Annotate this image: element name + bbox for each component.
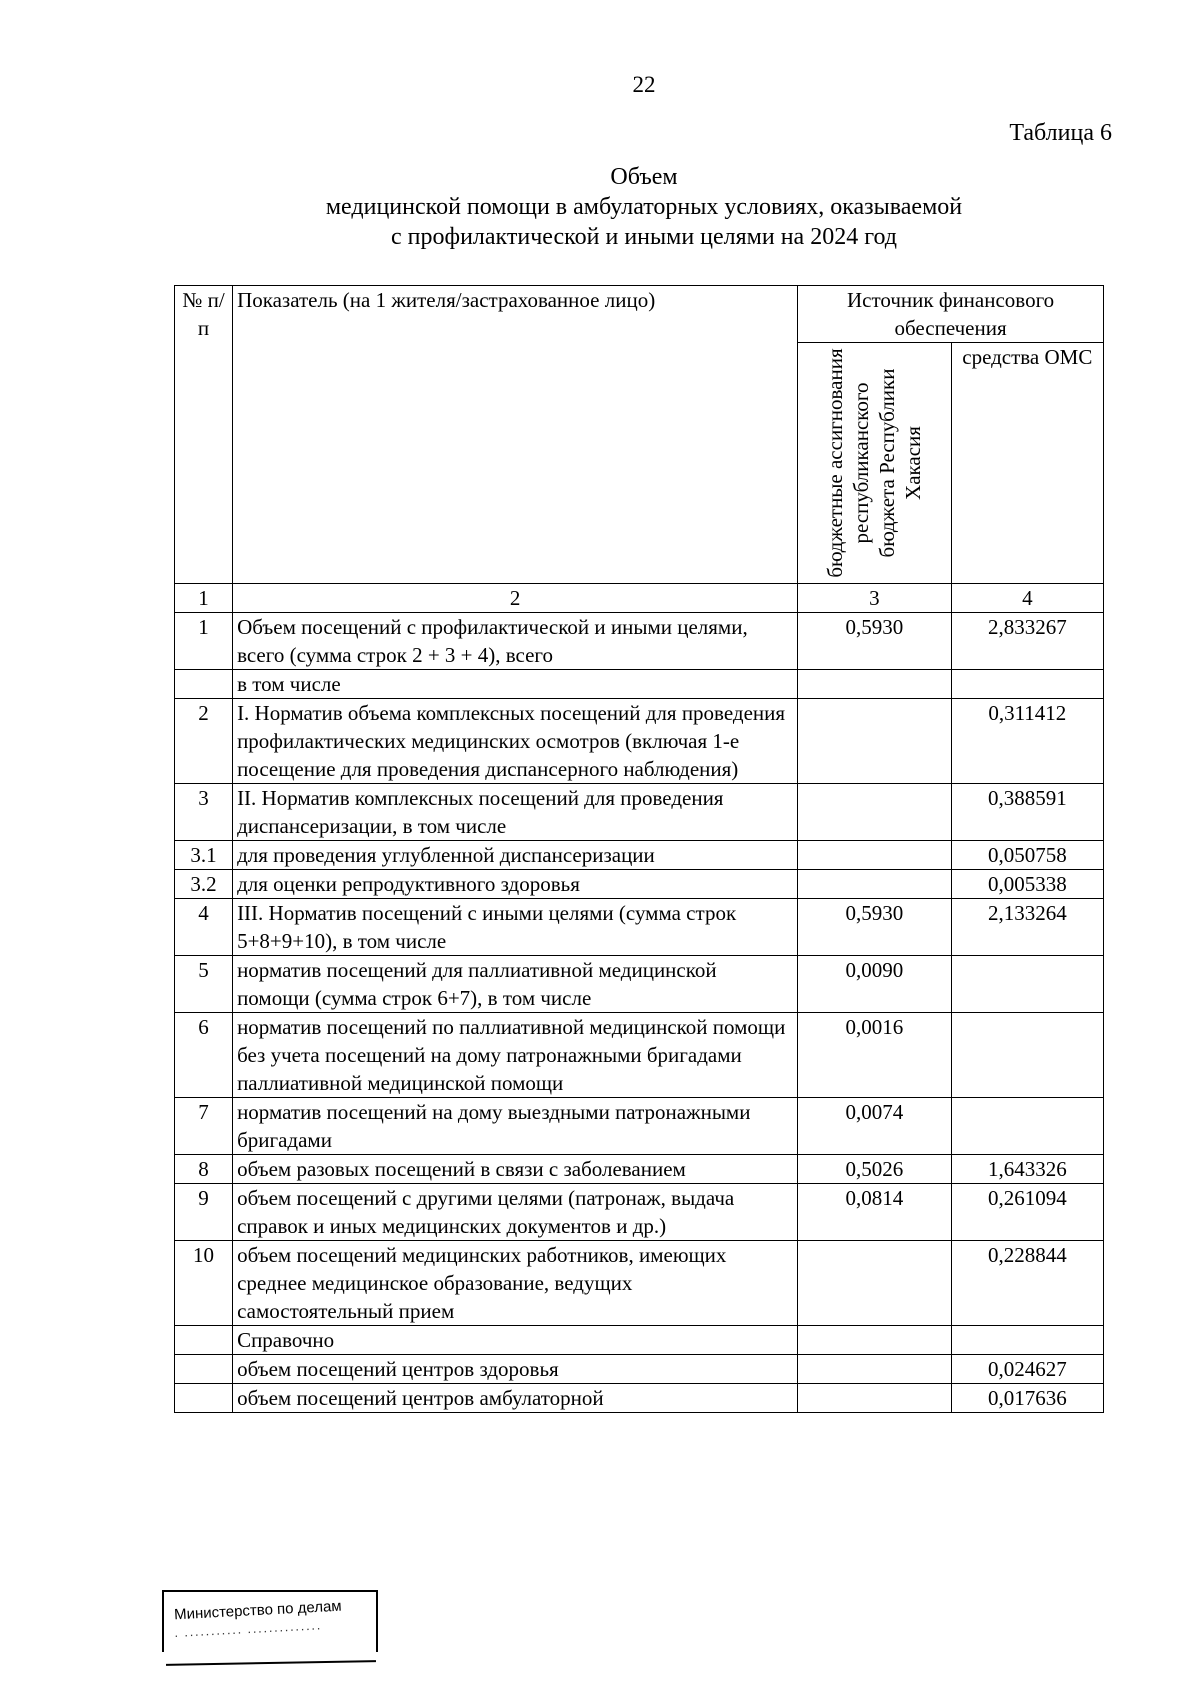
row-indicator: объем посещений центров здоровья	[233, 1355, 798, 1384]
row-oms-value: 0,228844	[951, 1241, 1103, 1326]
header-col-source: Источник финансового обеспечения	[798, 286, 1104, 343]
table-row	[175, 784, 1104, 841]
header-col-indicator: Показатель (на 1 жителя/застрахованное лицо)	[233, 286, 798, 584]
table-row	[175, 841, 1104, 870]
row-budget-value	[798, 1241, 951, 1326]
row-indicator: I. Норматив объема комплексных посещений для проведения профилактических медицинских осмотров (включая 1-е посещение для проведения диспансерного наблюдения)	[233, 699, 798, 784]
row-number: 8	[175, 1155, 233, 1184]
row-number: 9	[175, 1184, 233, 1241]
table-label: Таблица 6	[1009, 120, 1112, 146]
row-budget-value	[798, 670, 951, 699]
page-number: 22	[632, 72, 656, 97]
stamp-text: Министерство по делам	[173, 1597, 343, 1624]
row-indicator: Справочно	[233, 1326, 798, 1355]
header-number: 4	[951, 584, 1103, 613]
row-oms-value: 1,643326	[951, 1155, 1103, 1184]
row-indicator: норматив посещений по паллиативной медицинской помощи без учета посещений на дому патронажными бригадами паллиативной медицинской помощи	[233, 1013, 798, 1098]
row-number: 4	[175, 899, 233, 956]
stamp-bottom-line	[166, 1660, 376, 1666]
header-col-budget-text: бюджетные ассигнования республиканского бюджета Республики Хакасия	[823, 348, 926, 578]
table-row	[175, 1355, 1104, 1384]
table-row	[175, 670, 1104, 699]
row-oms-value: 0,050758	[951, 841, 1103, 870]
row-oms-value: 0,017636	[951, 1384, 1103, 1413]
row-number	[175, 1355, 233, 1384]
row-number: 2	[175, 699, 233, 784]
table-row	[175, 1013, 1104, 1098]
header-number: 3	[798, 584, 951, 613]
row-oms-value	[951, 956, 1103, 1013]
table-row	[175, 1184, 1104, 1241]
row-number: 5	[175, 956, 233, 1013]
row-budget-value	[798, 1326, 951, 1355]
row-oms-value: 0,311412	[951, 699, 1103, 784]
row-oms-value: 0,388591	[951, 784, 1103, 841]
row-oms-value	[951, 1326, 1103, 1355]
table-row	[175, 899, 1104, 956]
row-oms-value: 0,024627	[951, 1355, 1103, 1384]
table-row	[175, 1155, 1104, 1184]
row-budget-value: 0,5930	[798, 613, 951, 670]
row-number	[175, 1326, 233, 1355]
table-row	[175, 613, 1104, 670]
row-budget-value: 0,5026	[798, 1155, 951, 1184]
row-budget-value: 0,0814	[798, 1184, 951, 1241]
stamp-text-faded: · ··········· ··············	[173, 1620, 323, 1643]
row-oms-value	[951, 670, 1103, 699]
row-number	[175, 670, 233, 699]
row-budget-value: 0,5930	[798, 899, 951, 956]
row-number: 10	[175, 1241, 233, 1326]
row-number	[175, 1384, 233, 1413]
row-budget-value: 0,0074	[798, 1098, 951, 1155]
row-indicator: II. Норматив комплексных посещений для проведения диспансеризации, в том числе	[233, 784, 798, 841]
table-row	[175, 1384, 1104, 1413]
header-number: 2	[233, 584, 798, 613]
stamp	[162, 1590, 378, 1652]
title-line-3: с профилактической и иными целями на 2024 год	[391, 224, 897, 250]
title-line-1: Объем	[610, 164, 678, 190]
row-budget-value	[798, 1384, 951, 1413]
header-col-num: № п/п	[175, 286, 233, 584]
row-number: 3.1	[175, 841, 233, 870]
row-number: 3	[175, 784, 233, 841]
row-oms-value: 0,261094	[951, 1184, 1103, 1241]
row-indicator: объем посещений центров амбулаторной	[233, 1384, 798, 1413]
row-budget-value: 0,0090	[798, 956, 951, 1013]
table-row	[175, 870, 1104, 899]
row-budget-value: 0,0016	[798, 1013, 951, 1098]
row-budget-value	[798, 784, 951, 841]
table-row	[175, 956, 1104, 1013]
row-indicator: норматив посещений для паллиативной медицинской помощи (сумма строк 6+7), в том числе	[233, 956, 798, 1013]
data-table	[174, 285, 1104, 1413]
row-oms-value: 2,833267	[951, 613, 1103, 670]
row-budget-value	[798, 870, 951, 899]
row-budget-value	[798, 1355, 951, 1384]
row-indicator: в том числе	[233, 670, 798, 699]
row-indicator: Объем посещений с профилактической и иными целями, всего (сумма строк 2 + 3 + 4), всего	[233, 613, 798, 670]
row-number: 7	[175, 1098, 233, 1155]
row-indicator: для оценки репродуктивного здоровья	[233, 870, 798, 899]
table-row	[175, 1241, 1104, 1326]
header-col-budget	[798, 343, 951, 584]
header-number: 1	[175, 584, 233, 613]
document-title	[0, 162, 1200, 252]
table-row	[175, 699, 1104, 784]
row-budget-value	[798, 841, 951, 870]
row-indicator: для проведения углубленной диспансеризации	[233, 841, 798, 870]
row-indicator: норматив посещений на дому выездными патронажными бригадами	[233, 1098, 798, 1155]
title-line-2: медицинской помощи в амбулаторных условиях, оказываемой	[325, 194, 963, 220]
row-oms-value: 2,133264	[951, 899, 1103, 956]
row-number: 1	[175, 613, 233, 670]
row-oms-value: 0,005338	[951, 870, 1103, 899]
row-number: 3.2	[175, 870, 233, 899]
row-indicator: объем посещений медицинских работников, имеющих среднее медицинское образование, ведущих самостоятельный прием	[233, 1241, 798, 1326]
row-oms-value	[951, 1013, 1103, 1098]
row-budget-value	[798, 699, 951, 784]
table-row	[175, 1098, 1104, 1155]
row-oms-value	[951, 1098, 1103, 1155]
row-number: 6	[175, 1013, 233, 1098]
header-col-oms: средства ОМС	[951, 343, 1103, 584]
table-row	[175, 1326, 1104, 1355]
row-indicator: объем посещений с другими целями (патронаж, выдача справок и иных медицинских документов и др.)	[233, 1184, 798, 1241]
row-indicator: объем разовых посещений в связи с заболеванием	[233, 1155, 798, 1184]
row-indicator: III. Норматив посещений с иными целями (сумма строк 5+8+9+10), в том числе	[233, 899, 798, 956]
